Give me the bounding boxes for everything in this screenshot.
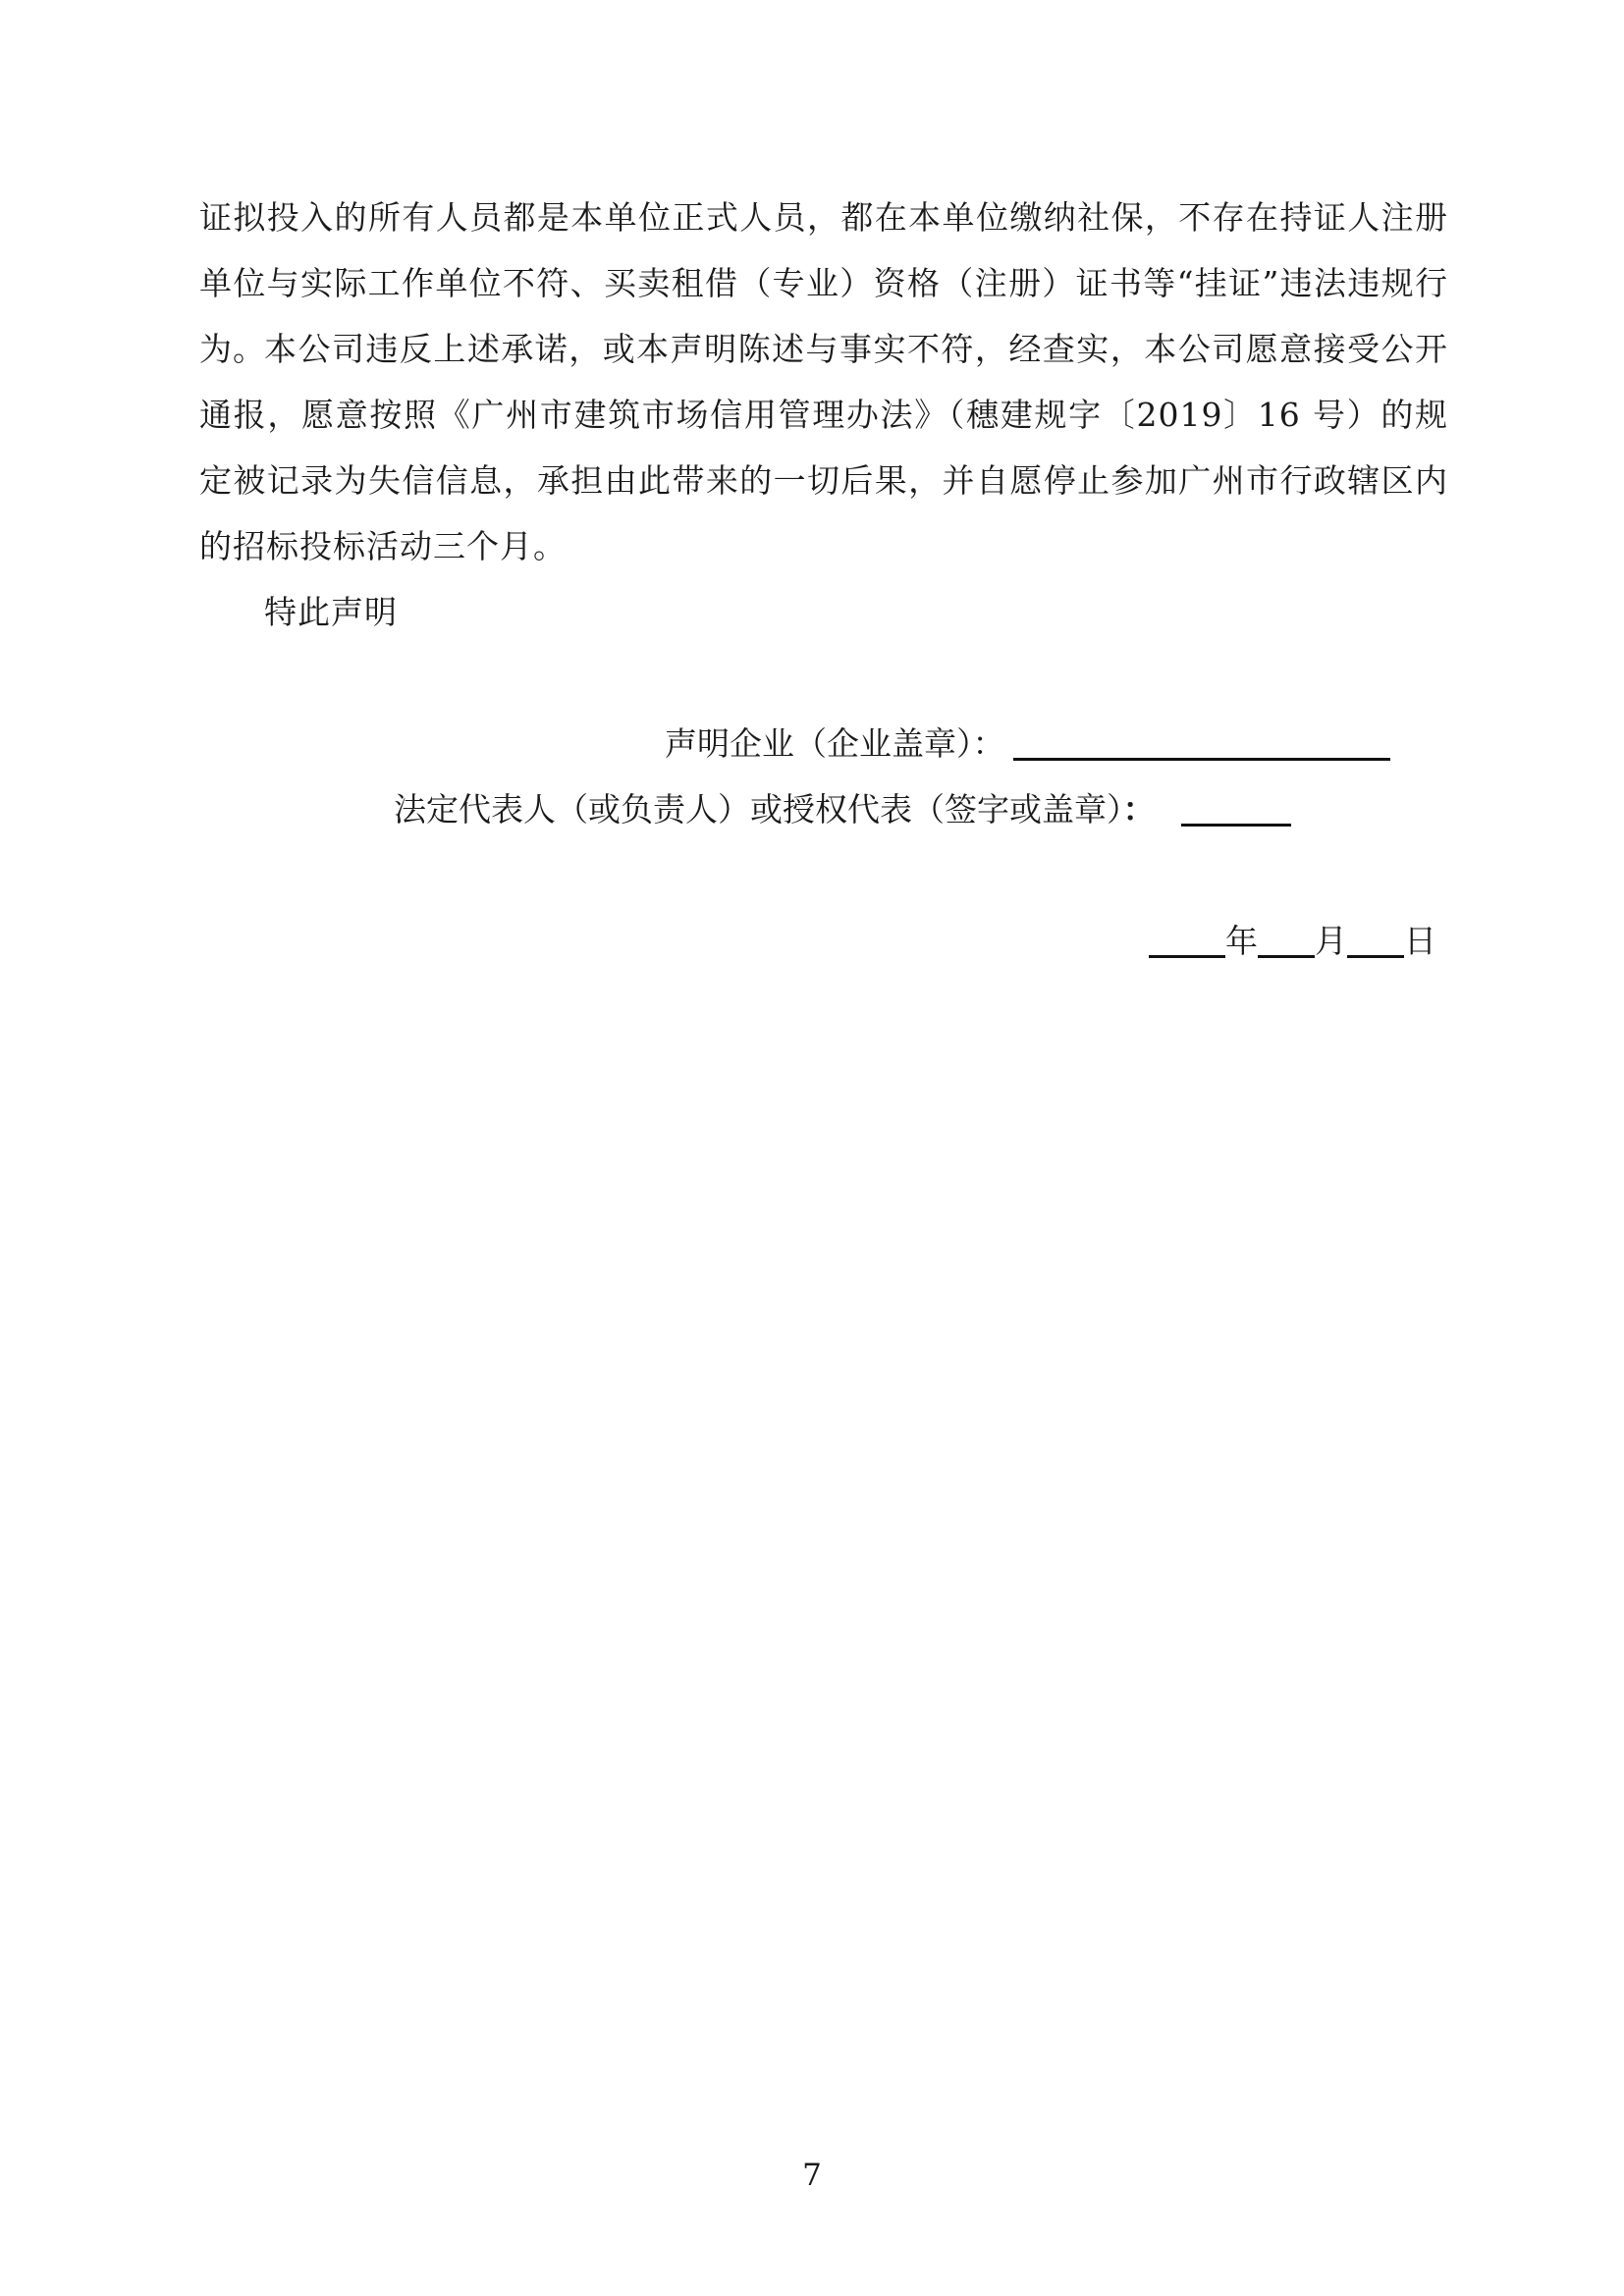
company-seal-colon: ： xyxy=(972,724,1005,763)
page-number: 7 xyxy=(802,2158,822,2193)
representative-signature-label: 法定代表人（或负责人）或授权代表（签字或盖章） xyxy=(394,790,1123,828)
date-month-blank-line xyxy=(1258,926,1315,958)
date-year-blank-line xyxy=(1149,926,1225,958)
date-day-blank-line xyxy=(1347,926,1404,958)
date-day-label: 日 xyxy=(1404,922,1436,960)
company-seal-label: 声明企业（企业盖章） xyxy=(665,724,973,763)
company-seal-row xyxy=(665,711,1390,776)
date-month-label: 月 xyxy=(1315,922,1347,960)
representative-signature-blank-line xyxy=(1181,794,1291,827)
representative-signature-colon: ： xyxy=(1122,790,1156,828)
paragraph-continuation: 证拟投入的所有人员都是本单位正式人员，都在本单位缴纳社保，不存在持证人注册单位与实际工作单位不符、买卖租借（专业）资格（注册）证书等“挂证”违法违规行为。 xyxy=(199,198,1448,368)
date-row xyxy=(1149,908,1436,974)
representative-signature-row xyxy=(394,776,1291,842)
company-seal-blank-line xyxy=(1013,728,1390,761)
closing-statement: 特此声明 xyxy=(264,593,398,631)
date-year-label: 年 xyxy=(1225,922,1258,960)
paragraph-commitment: 本公司违反上述承诺，或本声明陈述与事实不符，经查实，本公司愿意接受公开通报，愿意按照《广州市建筑市场信用管理办法》（穗建规字〔2019〕16 号）的规定被记录为失信信息，承担由此带来的一切后果，并自愿停止参加广州市行政辖区内的招标投标活动三个月。 xyxy=(199,330,1448,565)
